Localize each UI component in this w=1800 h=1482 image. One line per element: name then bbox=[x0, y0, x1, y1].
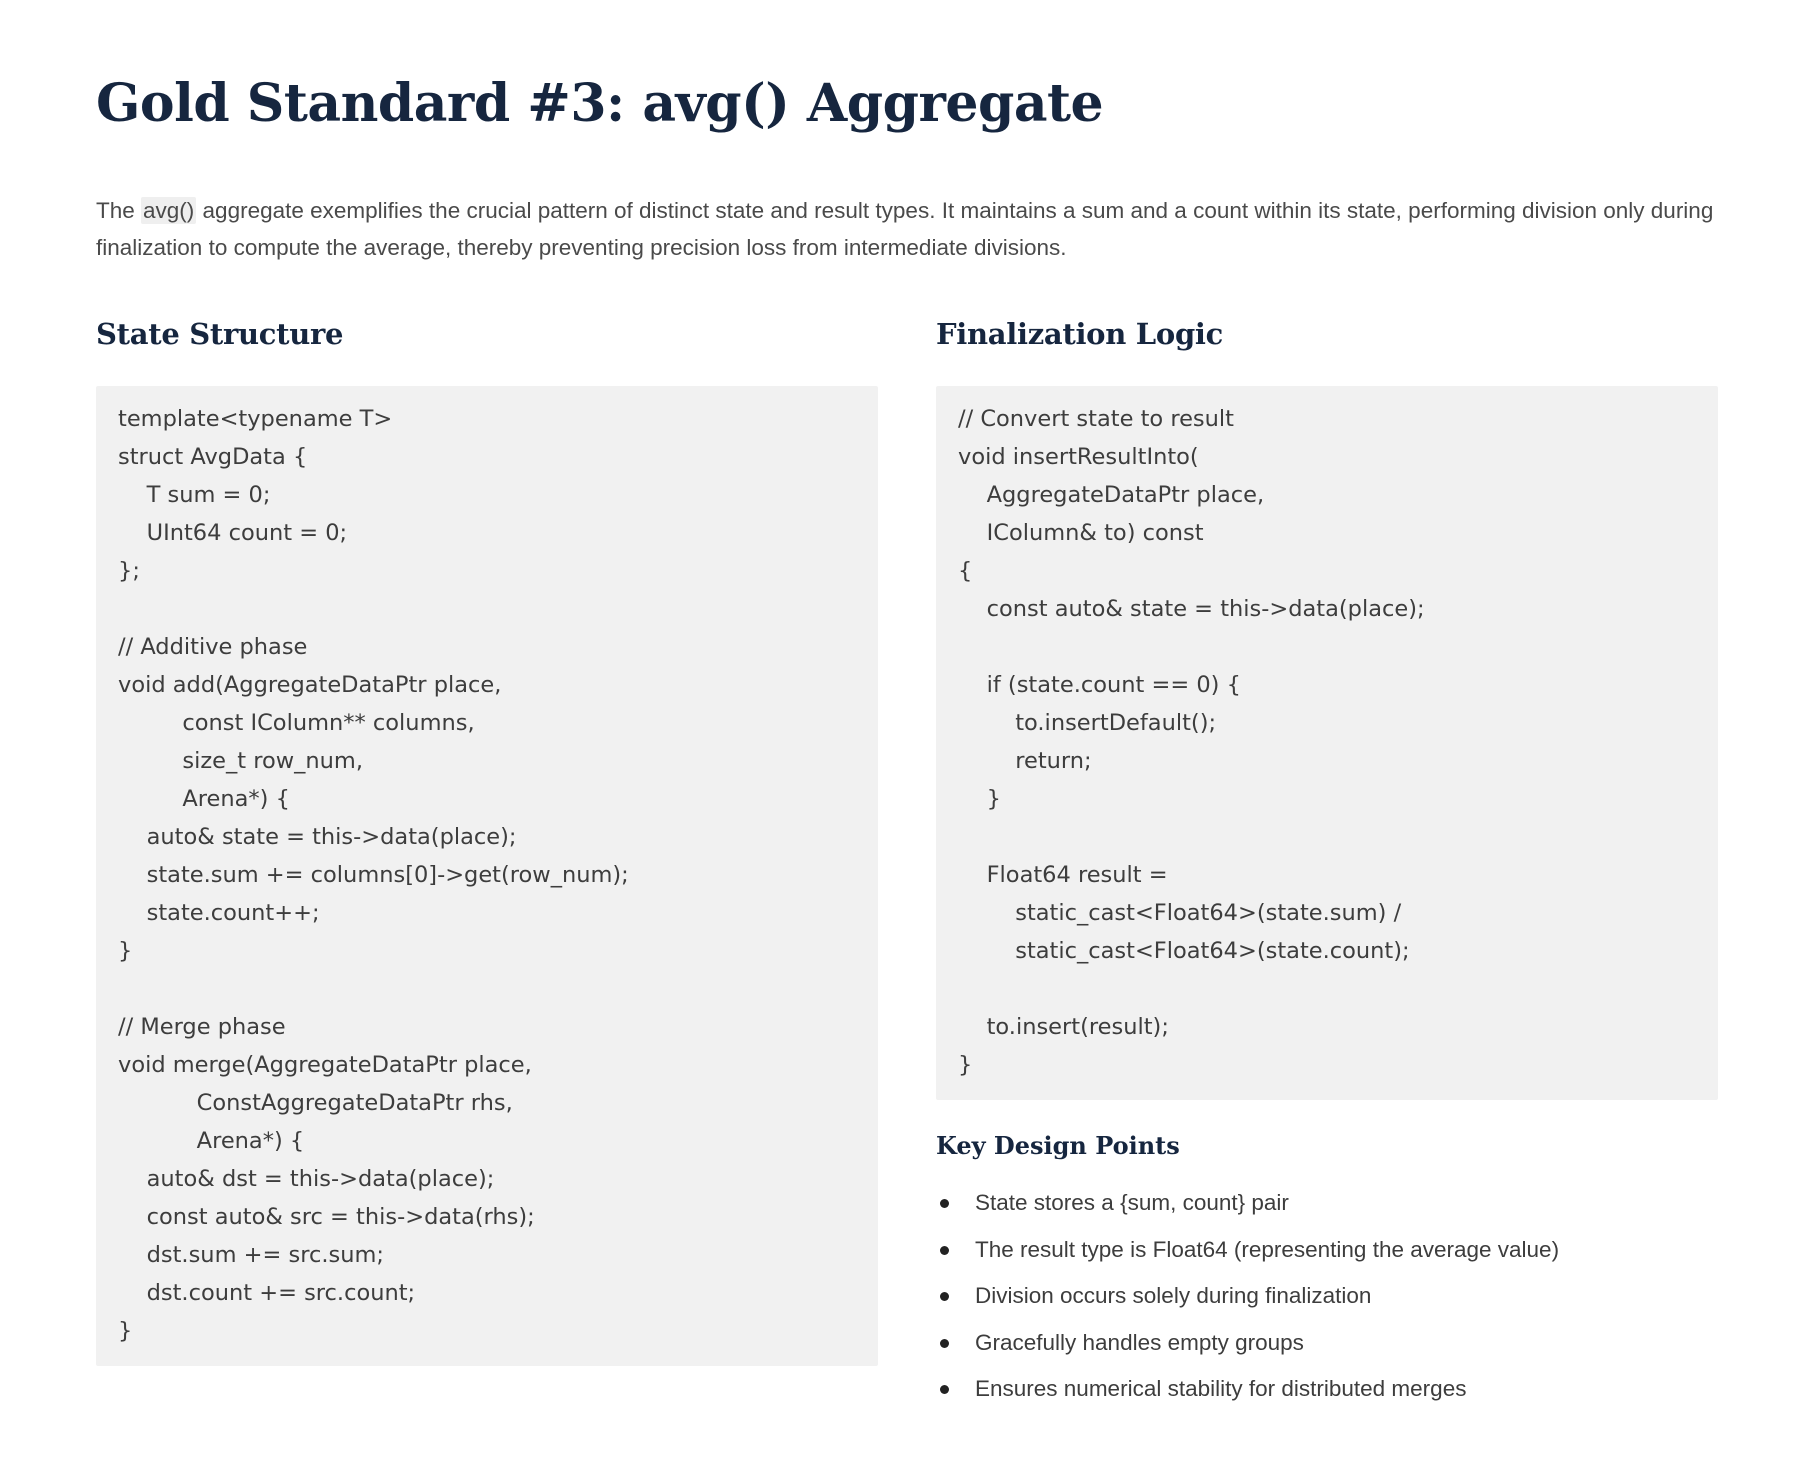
code-line: }; bbox=[118, 558, 140, 584]
key-design-points-list bbox=[936, 1180, 1718, 1413]
intro-text-after: aggregate exemplifies the crucial pattern of distinct state and result types. It maintains a sum and a count within its state, performing division only during finalization to compute the average, thereby preventing precision loss from intermediate divisions. bbox=[96, 198, 1714, 260]
code-line: struct AvgData { bbox=[118, 444, 308, 470]
bullet-icon bbox=[940, 1246, 949, 1255]
code-line: } bbox=[118, 1318, 133, 1344]
code-line: dst.sum += src.sum; bbox=[118, 1242, 384, 1268]
code-line: auto& state = this->data(place); bbox=[118, 824, 517, 850]
code-line: AggregateDataPtr place, bbox=[958, 482, 1265, 508]
code-line: dst.count += src.count; bbox=[118, 1280, 416, 1306]
code-line: T sum = 0; bbox=[118, 482, 271, 508]
code-line: size_t row_num, bbox=[118, 748, 363, 774]
code-line bbox=[958, 818, 1696, 856]
code-line: if (state.count == 0) { bbox=[958, 672, 1241, 698]
list-item bbox=[936, 1273, 1718, 1320]
code-line: // Additive phase bbox=[118, 634, 308, 660]
code-line: IColumn& to) const bbox=[958, 520, 1204, 546]
list-item bbox=[936, 1227, 1718, 1274]
code-line: const auto& src = this->data(rhs); bbox=[118, 1204, 535, 1230]
finalization-column bbox=[936, 312, 1718, 1413]
finalization-logic-heading: Finalization Logic bbox=[936, 317, 1223, 351]
code-line: } bbox=[958, 1052, 973, 1078]
list-item-text: State stores a {sum, count} pair bbox=[975, 1190, 1289, 1215]
code-line: // Convert state to result bbox=[958, 406, 1234, 432]
bullet-icon bbox=[940, 1199, 949, 1208]
code-line: to.insert(result); bbox=[958, 1014, 1169, 1040]
code-line: to.insertDefault(); bbox=[958, 710, 1217, 736]
code-line: // Merge phase bbox=[118, 1014, 286, 1040]
key-design-points-heading: Key Design Points bbox=[936, 1131, 1180, 1160]
intro-paragraph bbox=[96, 192, 1716, 266]
code-line: state.count++; bbox=[118, 900, 320, 926]
code-line: } bbox=[958, 786, 1001, 812]
code-line: state.sum += columns[0]->get(row_num); bbox=[118, 862, 629, 888]
finalization-code-block bbox=[936, 386, 1718, 1100]
list-item bbox=[936, 1180, 1718, 1227]
list-item-text: Gracefully handles empty groups bbox=[975, 1329, 1304, 1355]
state-structure-column bbox=[96, 312, 878, 1366]
code-line bbox=[118, 590, 856, 628]
list-item-text: Ensures numerical stability for distributed merges bbox=[975, 1376, 1467, 1401]
code-line: Arena*) { bbox=[118, 786, 290, 812]
code-line: Float64 result = bbox=[958, 862, 1168, 888]
code-line: const IColumn** columns, bbox=[118, 710, 475, 736]
code-line bbox=[958, 628, 1696, 666]
code-line bbox=[118, 970, 856, 1008]
intro-inline-code: avg() bbox=[143, 198, 195, 223]
code-line: { bbox=[958, 558, 973, 584]
code-line: void merge(AggregateDataPtr place, bbox=[118, 1052, 532, 1078]
intro-text-before: The bbox=[96, 198, 142, 223]
state-structure-heading: State Structure bbox=[96, 317, 344, 351]
state-structure-code-block bbox=[96, 386, 878, 1366]
code-line: UInt64 count = 0; bbox=[118, 520, 348, 546]
code-line bbox=[958, 970, 1696, 1008]
code-line: const auto& state = this->data(place); bbox=[958, 596, 1425, 622]
bullet-icon bbox=[940, 1385, 949, 1394]
list-item-text: Division occurs solely during finalization bbox=[975, 1283, 1372, 1308]
code-line: auto& dst = this->data(place); bbox=[118, 1166, 495, 1192]
list-item bbox=[936, 1366, 1718, 1413]
list-item bbox=[936, 1320, 1718, 1367]
bullet-icon bbox=[940, 1339, 949, 1348]
code-line: } bbox=[118, 938, 133, 964]
page-title: Gold Standard #3: avg() Aggregate bbox=[96, 73, 1104, 134]
code-line: void insertResultInto( bbox=[958, 444, 1199, 470]
two-column-layout bbox=[96, 312, 1716, 1412]
code-line: void add(AggregateDataPtr place, bbox=[118, 672, 502, 698]
code-line: static_cast<Float64>(state.sum) / bbox=[958, 900, 1402, 926]
code-line: return; bbox=[958, 748, 1092, 774]
list-item-text: The result type is Float64 (representing the average value) bbox=[975, 1236, 1560, 1262]
code-line: ConstAggregateDataPtr rhs, bbox=[118, 1090, 513, 1116]
code-line: Arena*) { bbox=[118, 1128, 305, 1154]
bullet-icon bbox=[940, 1292, 949, 1301]
code-line: static_cast<Float64>(state.count); bbox=[958, 938, 1410, 964]
code-line: template<typename T> bbox=[118, 406, 393, 432]
